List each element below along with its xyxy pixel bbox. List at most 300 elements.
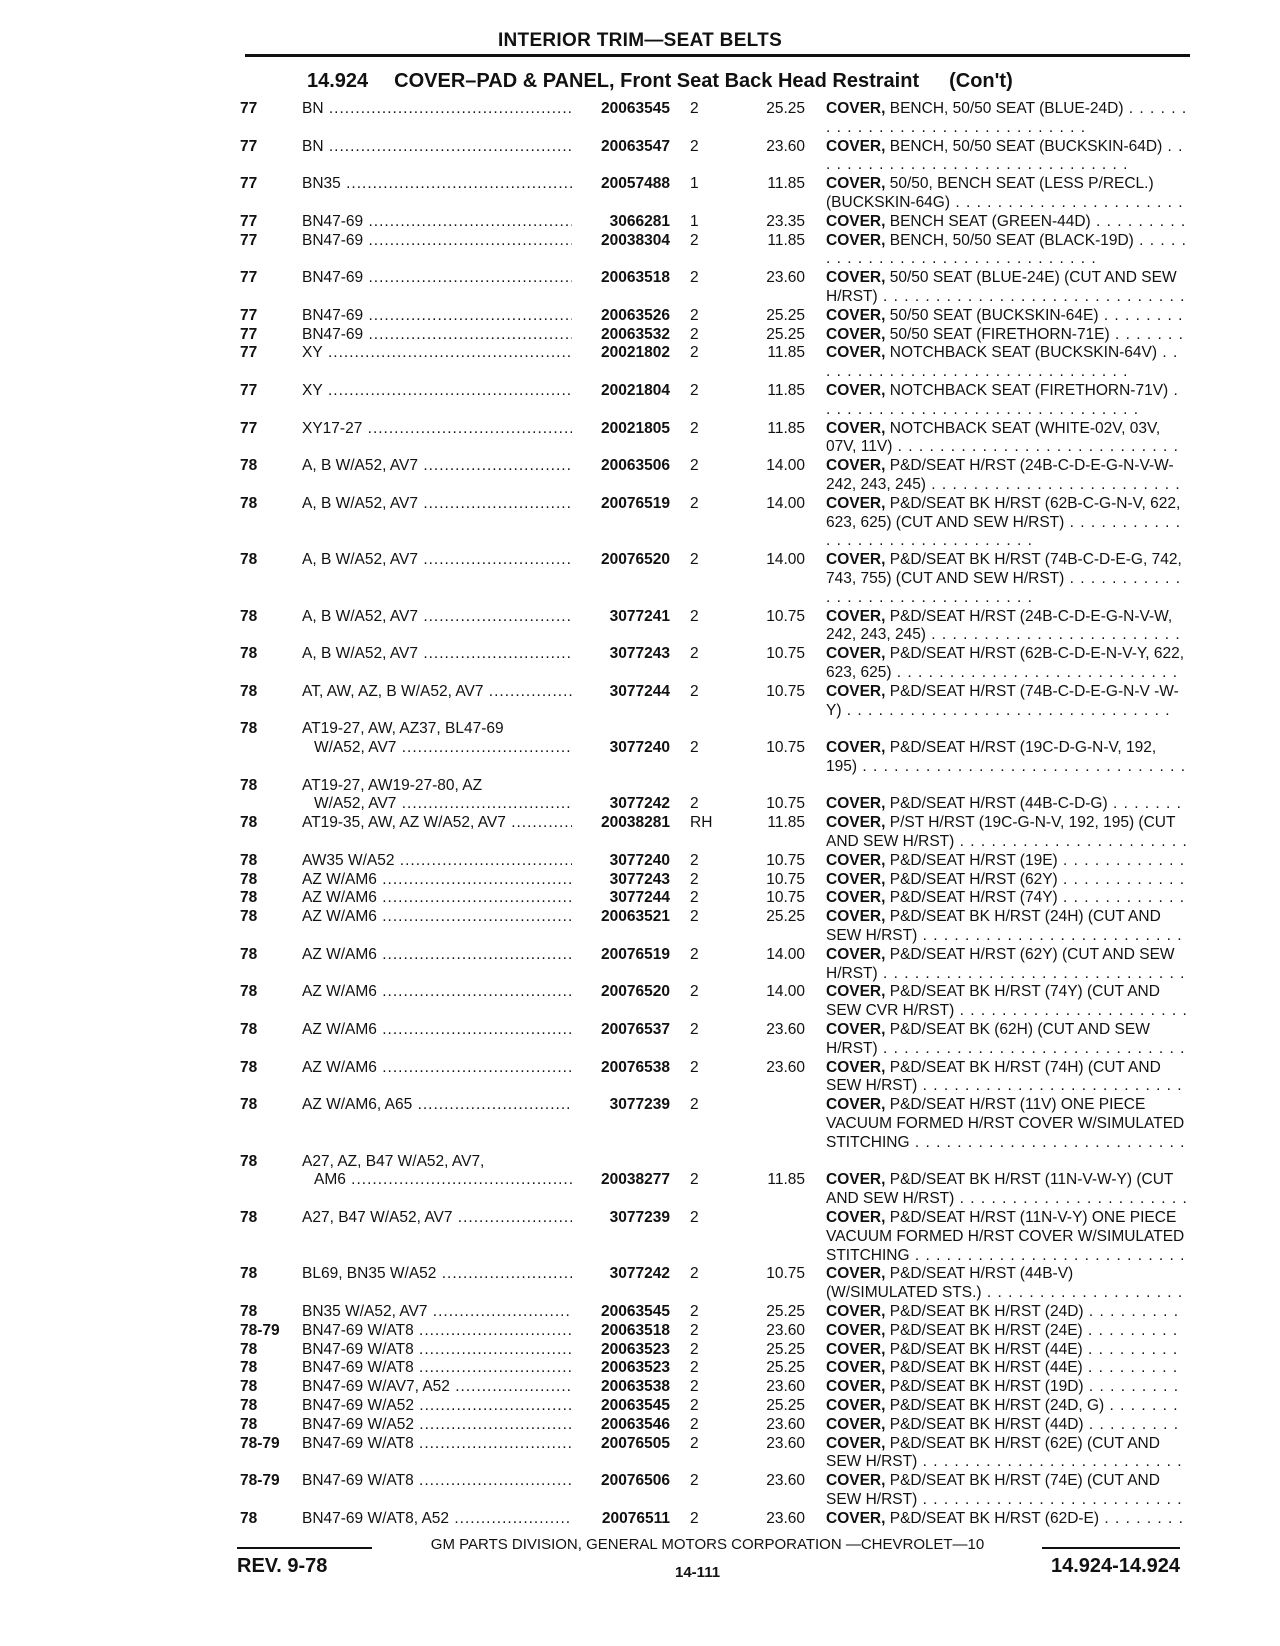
quantity: 2 (690, 381, 699, 399)
description-keyword: COVER, (826, 1321, 886, 1339)
table-row (0, 269, 1280, 307)
page-number: 14-111 (675, 1564, 721, 1581)
table-row (0, 138, 1280, 176)
application-line: BN47-69 W/AT8 ..... (302, 1341, 572, 1360)
application-line: AZ W/AM6 ..... (302, 889, 572, 908)
application-cell (302, 946, 572, 965)
application-cell (302, 232, 572, 251)
quantity: 2 (690, 344, 699, 362)
description-text: NOTCHBACK SEAT (BUCKSKIN-64V) (889, 344, 1158, 362)
ref-number: 78 (240, 1359, 258, 1377)
application-line: XY ..... (302, 382, 572, 401)
application-line: AZ W/AM6, A65 ..... (302, 1096, 572, 1115)
section-name: COVER–PAD & PANEL, Front Seat Back Head Restraint (394, 70, 920, 92)
table-row (0, 889, 1280, 908)
price: 11.85 (767, 1171, 805, 1189)
table-row (0, 1378, 1280, 1397)
description-text: P&D/SEAT BK (62H) (CUT AND SEW H/RST) (826, 1021, 1150, 1057)
description (826, 1416, 1188, 1435)
part-number: 3077243 (609, 645, 670, 663)
table-row (0, 871, 1280, 890)
quantity: 2 (690, 1378, 699, 1396)
application-line: W/A52, AV7 ..... (302, 739, 572, 758)
table-row (0, 1021, 1280, 1059)
price: 23.60 (766, 269, 805, 287)
quantity: 2 (690, 739, 699, 757)
application-cell (302, 1096, 572, 1115)
description-keyword: COVER, (826, 231, 886, 249)
application-cell (302, 326, 572, 345)
title-rule (245, 54, 1190, 57)
footer-rule-right (1042, 1547, 1180, 1549)
description-text: P&D/SEAT BK H/RST (74E) (CUT AND SEW H/RST) (826, 1472, 1160, 1508)
table-row (0, 326, 1280, 345)
price: 23.60 (766, 1415, 805, 1433)
part-number: 20076520 (601, 983, 670, 1001)
application-line: AZ W/AM6 ..... (302, 983, 572, 1002)
price: 25.25 (766, 908, 805, 926)
description-text: P&D/SEAT H/RST (24B-C-D-E-G-N-V-W-242, 243, 245) (826, 457, 1174, 493)
price: 10.75 (766, 739, 805, 757)
price: 25.25 (766, 1303, 805, 1320)
description-keyword: COVER, (826, 795, 886, 813)
application-cell (302, 871, 572, 890)
description (826, 1435, 1188, 1473)
description (826, 551, 1188, 607)
quantity: 2 (690, 945, 699, 963)
quantity: 1 (690, 212, 699, 230)
part-number: 20038277 (601, 1171, 670, 1189)
application-cell (302, 1059, 572, 1078)
description (826, 269, 1188, 307)
quantity: 2 (690, 100, 699, 117)
application-line: AZ W/AM6 ..... (302, 871, 572, 890)
price: 10.75 (766, 1265, 805, 1283)
description (826, 1303, 1188, 1322)
part-number: 20063545 (601, 1396, 670, 1414)
ref-number: 78 (240, 1058, 258, 1076)
description-text: P&D/SEAT BK H/RST (62E) (CUT AND SEW H/RST) (826, 1434, 1160, 1471)
application-cell (302, 645, 572, 664)
description (826, 420, 1188, 458)
quantity: RH (690, 814, 713, 832)
price: 10.75 (766, 645, 805, 663)
application-line: BN47-69 W/A52 ..... (302, 1397, 572, 1416)
application-cell (302, 307, 572, 326)
quantity: 2 (690, 851, 699, 869)
table-row (0, 1265, 1280, 1303)
description-keyword: COVER, (826, 645, 886, 663)
description-keyword: COVER, (826, 1509, 886, 1527)
application-cell (302, 213, 572, 232)
ref-number: 78 (240, 814, 258, 832)
application-line: AT19-27, AW, AZ37, BL47-69 (302, 720, 504, 738)
application-line: BN47-69 W/AT8 ..... (302, 1359, 572, 1378)
description-keyword: COVER, (826, 1171, 886, 1189)
table-row (0, 307, 1280, 326)
application-line: AM6 ..... (302, 1171, 572, 1190)
table-row (0, 1359, 1280, 1378)
application-cell (302, 1322, 572, 1341)
ref-number: 78 (240, 908, 258, 926)
description-keyword: COVER, (826, 1021, 886, 1039)
description-text: P&D/SEAT H/RST (62Y) (CUT AND SEW H/RST) (826, 945, 1175, 982)
table-row (0, 908, 1280, 946)
description-text: P&D/SEAT H/RST (62Y) (889, 870, 1058, 888)
group-range: 14.924-14.924 (1050, 1555, 1180, 1577)
description-text: P&D/SEAT H/RST (74Y) (889, 889, 1058, 907)
price: 23.60 (766, 1472, 805, 1490)
table-row (0, 457, 1280, 495)
description-text: P&D/SEAT BK H/RST (62B-C-G-N-V, 622, 623, 625) (CUT AND SEW H/RST) (826, 494, 1181, 531)
quantity: 2 (690, 1472, 699, 1490)
page-title: INTERIOR TRIM—SEAT BELTS (497, 30, 783, 51)
part-number: 20076506 (601, 1472, 670, 1490)
description-text: P&D/SEAT H/RST (44B-C-D-G) (889, 795, 1108, 813)
price: 10.75 (766, 889, 805, 907)
part-number: 20057488 (601, 175, 670, 193)
table-row (0, 1435, 1280, 1473)
part-number: 20063523 (601, 1340, 670, 1358)
application-cell (302, 889, 572, 908)
description-text: P&D/SEAT BK H/RST (74H) (CUT AND SEW H/RST) (826, 1058, 1161, 1095)
ref-number: 78 (240, 1209, 258, 1227)
part-number: 20076505 (601, 1434, 670, 1452)
description (826, 138, 1188, 176)
application-line: A, B W/A52, AV7 ..... (302, 495, 572, 514)
table-row (0, 683, 1280, 721)
ref-number: 78 (240, 682, 258, 700)
part-number: 20076519 (601, 945, 670, 963)
description-text: NOTCHBACK SEAT (FIRETHORN-71V) (889, 381, 1169, 399)
description-keyword: COVER, (826, 100, 886, 117)
description-text: 50/50 SEAT (FIRETHORN-71E) (889, 325, 1110, 343)
ref-number: 77 (240, 100, 258, 117)
quantity: 2 (690, 1265, 699, 1283)
application-cell (302, 175, 572, 194)
table-row (0, 1096, 1280, 1152)
description-keyword: COVER, (826, 739, 886, 757)
price: 25.25 (766, 306, 805, 324)
ref-number: 78 (240, 889, 258, 907)
quantity: 2 (690, 457, 699, 475)
application-cell (302, 1265, 572, 1284)
price: 11.85 (767, 814, 805, 832)
description-text: P&D/SEAT BK H/RST (44D) (889, 1415, 1084, 1433)
ref-number: 78 (240, 1396, 258, 1414)
table-row (0, 1303, 1280, 1322)
part-number: 3066281 (609, 212, 670, 230)
application-line: BN47-69 ..... (302, 307, 572, 326)
description-keyword: COVER, (826, 1359, 886, 1377)
price: 23.60 (766, 1434, 805, 1452)
description-keyword: COVER, (826, 1058, 886, 1076)
price: 11.85 (767, 419, 805, 437)
table-row (0, 1472, 1280, 1510)
application-cell (302, 1209, 572, 1228)
part-number: 20021802 (601, 344, 670, 362)
application-line: XY17-27 ..... (302, 420, 572, 439)
description-keyword: COVER, (826, 983, 886, 1001)
price: 11.85 (767, 344, 805, 362)
description-text: P&D/SEAT BK H/RST (24D) (889, 1303, 1084, 1320)
description (826, 795, 1188, 814)
description (826, 814, 1188, 852)
quantity: 2 (690, 1434, 699, 1452)
description-keyword: COVER, (826, 1340, 886, 1358)
application-line: AW35 W/A52 ..... (302, 852, 572, 871)
description (826, 1171, 1188, 1209)
description (826, 1510, 1188, 1529)
ref-number: 78 (240, 645, 258, 663)
ref-number: 77 (240, 306, 258, 324)
application-line: BN47-69 ..... (302, 326, 572, 345)
application-cell (302, 683, 572, 702)
price: 25.25 (766, 1396, 805, 1414)
application-line: BN47-69 W/AT8 ..... (302, 1322, 572, 1341)
description-text: 50/50 SEAT (BLUE-24E) (CUT AND SEW H/RST) (826, 269, 1177, 305)
description (826, 1059, 1188, 1097)
description-text: P&D/SEAT BK H/RST (44E) (889, 1340, 1083, 1358)
ref-number: 77 (240, 344, 258, 362)
application-cell (302, 777, 572, 815)
quantity: 1 (690, 175, 699, 193)
table-row (0, 1341, 1280, 1360)
part-number: 20038304 (601, 231, 670, 249)
part-number: 3077242 (609, 795, 670, 813)
price: 23.60 (766, 1058, 805, 1076)
part-number: 20038281 (601, 814, 670, 832)
description (826, 645, 1188, 683)
description (826, 1397, 1188, 1416)
quantity: 2 (690, 983, 699, 1001)
ref-number: 78 (240, 720, 258, 738)
ref-number: 78 (240, 870, 258, 888)
quantity: 2 (690, 908, 699, 926)
table-row (0, 1322, 1280, 1341)
part-number: 20076520 (601, 551, 670, 569)
part-number: 20063518 (601, 269, 670, 287)
application-line: BN47-69 ..... (302, 213, 572, 232)
application-line: BN47-69 W/AV7, A52 ..... (302, 1378, 572, 1397)
application-line: BN47-69 ..... (302, 232, 572, 251)
price: 10.75 (766, 682, 805, 700)
part-number: 3077239 (609, 1096, 670, 1114)
ref-number: 78 (240, 1021, 258, 1039)
application-cell (302, 983, 572, 1002)
application-cell (302, 1021, 572, 1040)
part-number: 20063545 (601, 1303, 670, 1320)
part-number: 20063518 (601, 1321, 670, 1339)
description-keyword: COVER, (826, 306, 886, 324)
application-line: A27, AZ, B47 W/A52, AV7, (302, 1152, 485, 1170)
application-cell (302, 382, 572, 401)
description-text: P&D/SEAT H/RST (44B-V) (W/SIMULATED STS.) (826, 1265, 1074, 1302)
quantity: 2 (690, 325, 699, 343)
table-row (0, 946, 1280, 984)
description-keyword: COVER, (826, 889, 886, 907)
price: 10.75 (766, 851, 805, 869)
application-line: A, B W/A52, AV7 ..... (302, 551, 572, 570)
quantity: 2 (690, 1321, 699, 1339)
price: 10.75 (766, 870, 805, 888)
ref-number: 77 (240, 175, 258, 193)
description (826, 946, 1188, 984)
description-text: P&D/SEAT BK H/RST (62D-E) (889, 1509, 1100, 1527)
description-text: P&D/SEAT H/RST (11N-V-Y) ONE PIECE VACUUM FORMED H/RST COVER W/SIMULATED STITCHING (826, 1209, 1185, 1264)
description-text: P&D/SEAT H/RST (74B-C-D-E-G-N-V -W-Y) (826, 682, 1179, 719)
part-number: 3077242 (609, 1265, 670, 1283)
ref-number: 78 (240, 494, 258, 512)
part-number: 20063526 (601, 306, 670, 324)
description-keyword: COVER, (826, 851, 886, 869)
quantity: 2 (690, 494, 699, 512)
price: 23.35 (766, 212, 805, 230)
ref-number: 77 (240, 231, 258, 249)
quantity: 2 (690, 1303, 699, 1320)
quantity: 2 (690, 1096, 699, 1114)
ref-number: 78 (240, 551, 258, 569)
description-keyword: COVER, (826, 607, 886, 625)
description-keyword: COVER, (826, 137, 886, 155)
description-text: P&D/SEAT H/RST (11V) ONE PIECE VACUUM FORMED H/RST COVER W/SIMULATED STITCHING (826, 1096, 1185, 1151)
ref-number: 78 (240, 607, 258, 625)
quantity: 2 (690, 1171, 699, 1189)
description-keyword: COVER, (826, 212, 886, 230)
price: 14.00 (766, 457, 805, 475)
description (826, 1472, 1188, 1510)
quantity: 2 (690, 870, 699, 888)
part-number: 3077239 (609, 1209, 670, 1227)
description (826, 889, 1188, 908)
application-line: BN35 ..... (302, 175, 572, 194)
description-keyword: COVER, (826, 325, 886, 343)
description-keyword: COVER, (826, 1396, 886, 1414)
price: 14.00 (766, 551, 805, 569)
application-line: BN ..... (302, 100, 572, 119)
ref-number: 77 (240, 419, 258, 437)
ref-number: 77 (240, 381, 258, 399)
application-cell (302, 138, 572, 157)
description (826, 1378, 1188, 1397)
continued-label: (Con't) (949, 70, 1013, 92)
part-number: 20063545 (601, 100, 670, 117)
description (826, 232, 1188, 270)
quantity: 2 (690, 1021, 699, 1039)
application-line: AZ W/AM6 ..... (302, 1059, 572, 1078)
table-row (0, 852, 1280, 871)
description-keyword: COVER, (826, 1415, 886, 1433)
application-line: BN47-69 W/A52 ..... (302, 1416, 572, 1435)
price: 25.25 (766, 100, 805, 117)
quantity: 2 (690, 306, 699, 324)
part-number: 20063521 (601, 908, 670, 926)
price: 11.85 (767, 175, 805, 193)
description-text: P&D/SEAT H/RST (24B-C-D-E-G-N-V-W, 242, 243, 245) (826, 607, 1173, 644)
application-cell (302, 495, 572, 514)
description-keyword: COVER, (826, 870, 886, 888)
quantity: 2 (690, 269, 699, 287)
application-cell (302, 420, 572, 439)
description (826, 495, 1188, 551)
description-keyword: COVER, (826, 1472, 886, 1490)
application-line: AZ W/AM6 ..... (302, 946, 572, 965)
application-line: BN47-69 ..... (302, 269, 572, 288)
part-number: 20076538 (601, 1058, 670, 1076)
application-line: A, B W/A52, AV7 ..... (302, 457, 572, 476)
application-line: AZ W/AM6 ..... (302, 1021, 572, 1040)
description (826, 1265, 1188, 1303)
application-line: W/A52, AV7 ..... (302, 795, 572, 814)
description-keyword: COVER, (826, 908, 886, 926)
description (826, 1209, 1188, 1265)
description (826, 344, 1188, 382)
description-text: P&D/SEAT BK H/RST (44E) (889, 1359, 1083, 1377)
description-keyword: COVER, (826, 682, 886, 700)
ref-number: 78 (240, 1509, 258, 1527)
description-keyword: COVER, (826, 344, 886, 362)
ref-number: 77 (240, 325, 258, 343)
table-row (0, 1416, 1280, 1435)
application-line: BN47-69 W/AT8, A52 ..... (302, 1510, 572, 1529)
application-cell (302, 457, 572, 476)
quantity: 2 (690, 231, 699, 249)
quantity: 2 (690, 1509, 699, 1527)
description (826, 908, 1188, 946)
part-number: 20076511 (601, 1509, 670, 1527)
price: 25.25 (766, 1340, 805, 1358)
table-row (0, 608, 1280, 646)
table-row (0, 232, 1280, 270)
quantity: 2 (690, 795, 699, 813)
ref-number: 78 (240, 1340, 258, 1358)
price: 25.25 (766, 325, 805, 343)
price: 10.75 (766, 607, 805, 625)
ref-number: 78 (240, 1096, 258, 1114)
description-text: P&D/SEAT BK H/RST (74B-C-D-E-G, 742, 743, 755) (CUT AND SEW H/RST) (826, 551, 1182, 587)
description (826, 457, 1188, 495)
price: 10.75 (766, 795, 805, 813)
ref-number: 78-79 (240, 1434, 280, 1452)
parts-list (0, 100, 1280, 1529)
application-cell (302, 1303, 572, 1322)
part-number: 20063532 (601, 325, 670, 343)
table-row (0, 344, 1280, 382)
application-cell (302, 1378, 572, 1397)
description-keyword: COVER, (826, 1265, 886, 1283)
description-text: P&D/SEAT BK H/RST (11N-V-W-Y) (CUT AND SEW H/RST) (826, 1171, 1174, 1208)
table-row (0, 1397, 1280, 1416)
description-text: BENCH, 50/50 SEAT (BUCKSKIN-64D) (889, 137, 1163, 155)
table-row (0, 175, 1280, 213)
section-number: 14.924 (307, 70, 369, 92)
ref-number: 78 (240, 1265, 258, 1283)
table-row (0, 1153, 1280, 1209)
description-text: P&D/SEAT BK H/RST (19D) (889, 1378, 1084, 1396)
description-keyword: COVER, (826, 814, 886, 832)
table-row (0, 420, 1280, 458)
ref-number: 78 (240, 1378, 258, 1396)
description-keyword: COVER, (826, 419, 886, 437)
revision-label: REV. 9-78 (237, 1555, 328, 1577)
table-row (0, 100, 1280, 138)
ref-number: 77 (240, 137, 258, 155)
quantity: 2 (690, 645, 699, 663)
part-number: 3077241 (609, 607, 670, 625)
application-cell (302, 1341, 572, 1360)
application-line: BN47-69 W/AT8 ..... (302, 1472, 572, 1491)
section-heading (307, 70, 1013, 93)
